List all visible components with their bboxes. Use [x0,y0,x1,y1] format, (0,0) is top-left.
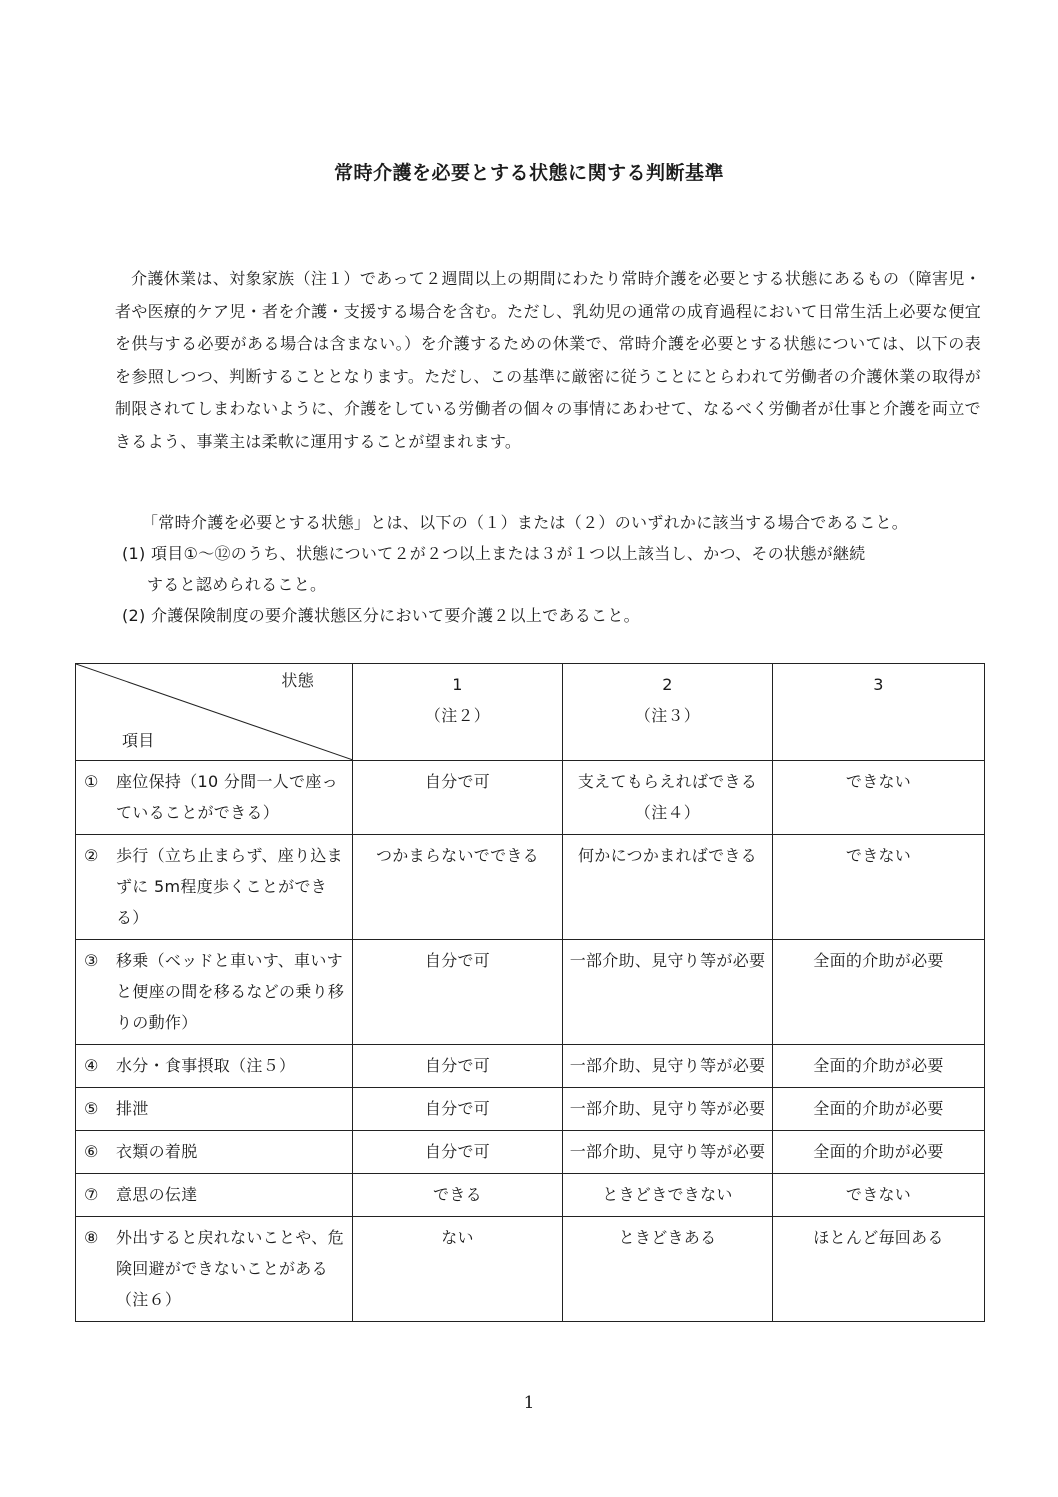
state-3-text: 全面的介助が必要 [813,951,944,970]
state-2-cell [563,835,773,940]
item-label: 移乗（ベッドと車いす、車いすと便座の間を移るなどの乗り移りの動作） [116,951,345,1032]
item-label: 水分・食事摂取（注５） [116,1056,296,1075]
table-row [76,1217,985,1322]
state-1-cell [353,835,563,940]
column-2-note: （注３） [634,706,701,725]
item-label: 意思の伝達 [116,1185,198,1204]
item-cell [76,1088,353,1131]
state-1-text: 自分で可 [424,772,491,791]
criterion-1-line1: (1) 項目①～⑫のうち、状態について２が２つ以上または３が１つ以上該当し、かつ、その状態が継続 [122,544,866,563]
state-3-text: ほとんど毎回ある [813,1228,944,1247]
state-3-text: できない [845,1185,912,1204]
intro-paragraph: 介護休業は、対象家族（注１）であって２週間以上の期間にわたり常時介護を必要とする状態にあるもの（障害児・者や医療的ケア児・者を介護・支援する場合を含む。ただし、乳幼児の通常の成育過程において日常生活上必要な便宜を供与する必要がある場合は含まない。）を介護するための休業で、常時介護を必要とする状態については、以下の表を参照しつつ、判断することとなります。ただし、この基準に厳密に従うことにとらわれて労働者の介護休業の取得が制限されてしまわないように、介護をしている労働者の個々の事情にあわせて、なるべく労働者が仕事と介護を両立できるよう、事業主は柔軟に運用することが望まれます。 [115,269,981,451]
column-header-3 [773,664,985,761]
state-2-text: 一部介助、見守り等が必要 [569,1099,766,1118]
item-cell [76,940,353,1045]
item-label: 座位保持（10 分間一人で座っていることができる） [116,772,338,822]
state-2-text: 支えてもらえればできる （注４） [577,772,758,822]
state-3-cell [773,1131,985,1174]
state-3-text: 全面的介助が必要 [813,1099,944,1118]
column-3-number: 3 [873,675,884,694]
item-number: ① [84,772,99,791]
state-2-text: 一部介助、見守り等が必要 [569,1142,766,1161]
state-3-cell [773,1088,985,1131]
item-number: ⑦ [84,1185,99,1204]
table-header-row [76,664,985,761]
state-1-text: つかまらないでできる [375,846,539,865]
item-label: 衣類の着脱 [116,1142,198,1161]
state-3-text: 全面的介助が必要 [813,1056,944,1075]
state-1-text: 自分で可 [424,1142,491,1161]
page-number: 1 [523,1393,535,1413]
diagonal-header-cell [76,664,353,761]
table-row [76,940,985,1045]
column-header-2 [563,664,773,761]
state-2-cell [563,1088,773,1131]
state-3-text: できない [845,846,912,865]
state-header-label: 状態 [281,671,314,690]
column-2-number: 2 [662,675,673,694]
criterion-1-line2: すると認められること。 [147,575,327,594]
table-row [76,835,985,940]
state-2-text: 一部介助、見守り等が必要 [569,951,766,970]
state-1-text: 自分で可 [424,1056,491,1075]
state-3-cell [773,835,985,940]
item-cell [76,761,353,835]
item-number: ③ [84,951,99,970]
state-1-text: 自分で可 [424,1099,491,1118]
item-number: ⑥ [84,1142,99,1161]
state-1-cell [353,1217,563,1322]
item-cell [76,1174,353,1217]
item-label: 歩行（立ち止まらず、座り込まずに 5m程度歩くことができる） [116,846,343,927]
state-3-cell [773,1217,985,1322]
item-number: ⑧ [84,1228,99,1247]
item-cell [76,1217,353,1322]
state-1-cell [353,1045,563,1088]
item-number: ⑤ [84,1099,99,1118]
state-2-cell [563,1174,773,1217]
table-row [76,1174,985,1217]
column-header-1 [353,664,563,761]
state-1-text: ない [441,1228,474,1247]
item-cell [76,1045,353,1088]
state-2-text: ときどきある [618,1228,717,1247]
state-3-cell [773,1174,985,1217]
table-row [76,1131,985,1174]
column-1-note: （注２） [424,706,491,725]
item-cell [76,835,353,940]
state-1-cell [353,761,563,835]
state-1-cell [353,1131,563,1174]
item-number: ④ [84,1056,99,1075]
state-3-text: 全面的介助が必要 [813,1142,944,1161]
state-3-cell [773,940,985,1045]
state-2-cell [563,761,773,835]
item-header-label: 項目 [122,731,155,750]
state-2-cell [563,1045,773,1088]
state-1-cell [353,940,563,1045]
state-3-cell [773,1045,985,1088]
state-2-cell [563,1131,773,1174]
state-3-text: できない [845,772,912,791]
table-row [76,761,985,835]
item-cell [76,1131,353,1174]
state-2-cell [563,940,773,1045]
state-2-cell [563,1217,773,1322]
state-2-text: 何かにつかまればできる [578,846,757,865]
item-label: 排泄 [116,1099,149,1118]
state-3-cell [773,761,985,835]
state-1-text: できる [433,1185,482,1204]
column-1-number: 1 [452,675,463,694]
item-label: 外出すると戻れないことや、危険回避ができないことがある（注６） [116,1228,344,1309]
table-row [76,1088,985,1131]
criterion-2: (2) 介護保険制度の要介護状態区分において要介護２以上であること。 [122,606,640,625]
state-2-text: 一部介助、見守り等が必要 [569,1056,766,1075]
state-2-text: ときどきできない [602,1185,733,1204]
judgment-table [75,663,985,1322]
state-1-text: 自分で可 [424,951,491,970]
table-row [76,1045,985,1088]
state-1-cell [353,1088,563,1131]
state-1-cell [353,1174,563,1217]
page-title: 常時介護を必要とする状態に関する判断基準 [333,162,724,184]
criteria-section [122,507,982,631]
item-number: ② [84,846,99,865]
criteria-lead: 「常時介護を必要とする状態」とは、以下の（１）または（２）のいずれかに該当する場合であること。 [142,513,909,532]
